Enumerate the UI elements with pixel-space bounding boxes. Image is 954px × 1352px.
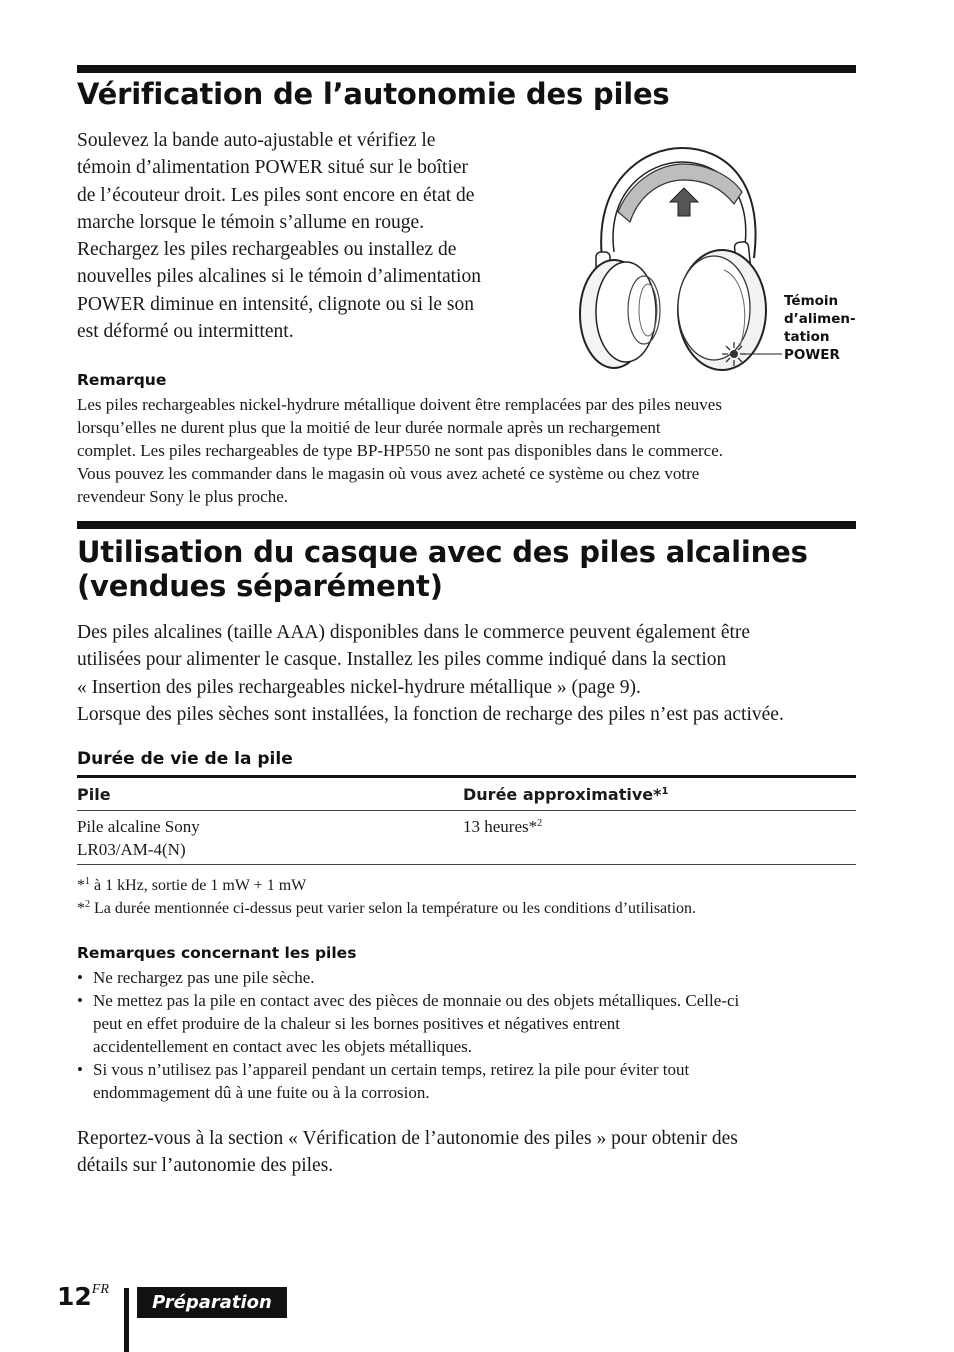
- section-title-alkaline: [77, 535, 808, 603]
- footnote-ref: 2: [537, 818, 543, 829]
- headphones-illustration: [574, 140, 784, 375]
- callout-line: POWER: [784, 347, 840, 363]
- note-line: complet. Les piles rechargeables de type BP-HP550 ne sont pas disponibles dans le commerce.: [77, 441, 723, 460]
- list-line: peut en effet produire de la chaleur si les bornes positives et négatives entrent: [93, 1014, 620, 1033]
- note-line: Vous pouvez les commander dans le magasin où vous avez acheté ce système ou chez votre: [77, 464, 700, 483]
- text-line: Soulevez la bande auto-ajustable et vérifiez le: [77, 130, 436, 151]
- table-rule-bottom: [77, 864, 856, 865]
- callout-line: d’alimen-: [784, 311, 856, 327]
- note-heading: Remarque: [77, 371, 167, 389]
- text-line: Des piles alcalines (taille AAA) disponibles dans le commerce peuvent également être: [77, 622, 751, 643]
- footnote: [77, 899, 696, 919]
- text-line: utilisées pour alimenter le casque. Installez les piles comme indiqué dans la section: [77, 649, 727, 671]
- remarks-list: [77, 966, 857, 1104]
- list-item: [77, 966, 857, 989]
- text-line: « Insertion des piles rechargeables nickel-hydrure métallique » (page 9).: [77, 676, 641, 698]
- text-line: nouvelles piles alcalines si le témoin d’alimentation: [77, 266, 481, 288]
- footnote: [77, 876, 306, 896]
- battery-check-paragraph: [77, 127, 557, 345]
- table-cell-duration: [463, 815, 542, 838]
- section-tab: Préparation: [137, 1287, 287, 1318]
- arrow-up-icon: [670, 188, 698, 216]
- list-line: Ne mettez pas la pile en contact avec des pièces de monnaie ou des objets métalliques. Celle-ci: [93, 991, 740, 1010]
- footnote-text: La durée mentionnée ci-dessus peut varier selon la température ou les conditions d’utilisation.: [90, 900, 697, 917]
- remarks-heading: Remarques concernant les piles: [77, 944, 357, 962]
- text-line: POWER diminue en intensité, clignote ou si le son: [77, 293, 474, 315]
- table-heading: Durée de vie de la pile: [77, 749, 293, 769]
- footnote-sup: 2: [85, 899, 90, 910]
- page-number: [57, 1282, 109, 1311]
- callout-line: Témoin: [784, 293, 839, 309]
- table-cell-pile: [77, 815, 200, 861]
- note-paragraph: [77, 393, 867, 508]
- section-rule-top: [77, 65, 856, 73]
- table-rule-top: [77, 775, 856, 778]
- page-number-value: 12: [57, 1282, 92, 1311]
- title-line: (vendues séparément): [77, 569, 443, 603]
- language-code: FR: [91, 1282, 109, 1297]
- cell-text: 13 heures*: [463, 817, 538, 836]
- footnote-mark: *: [77, 900, 85, 917]
- text-line: est déformé ou intermittent.: [77, 321, 294, 343]
- bullet-mark: •: [77, 1060, 83, 1079]
- list-item: [77, 1058, 857, 1104]
- note-line: revendeur Sony le plus proche.: [77, 487, 289, 506]
- cell-line: LR03/AM-4(N): [77, 840, 186, 859]
- callout-line: tation: [784, 329, 830, 345]
- list-item: [77, 989, 857, 1058]
- text-line: Lorsque des piles sèches sont installées, la fonction de recharge des piles n’est pas activée.: [77, 703, 784, 725]
- header-text: Durée approximative*: [463, 785, 662, 804]
- section-rule-top: [77, 521, 856, 529]
- cell-line: Pile alcaline Sony: [77, 817, 200, 836]
- footnote-mark: *: [77, 877, 85, 894]
- footnote-ref: 1: [661, 786, 669, 797]
- section-title-battery-check: Vérification de l’autonomie des piles: [77, 77, 670, 111]
- text-line: témoin d’alimentation POWER situé sur le boîtier: [77, 157, 469, 179]
- text-line: marche lorsque le témoin s’allume en rouge.: [77, 211, 425, 233]
- text-line: Reportez-vous à la section « Vérification de l’autonomie des piles » pour obtenir des: [77, 1128, 738, 1149]
- note-line: lorsqu’elles ne durent plus que la moitié de leur durée normale après un rechargement: [77, 418, 661, 437]
- alkaline-paragraph: [77, 619, 867, 728]
- table-header-duration: [463, 785, 668, 804]
- title-line: Utilisation du casque avec des piles alcalines: [77, 535, 808, 569]
- bullet-mark: •: [77, 968, 83, 987]
- text-line: de l’écouteur droit. Les piles sont encore en état de: [77, 184, 475, 206]
- list-line: Si vous n’utilisez pas l’appareil pendant un certain temps, retirez la pile pour éviter tout: [93, 1060, 690, 1079]
- list-line: accidentellement en contact avec les objets métalliques.: [93, 1037, 473, 1056]
- list-line: Ne rechargez pas une pile sèche.: [93, 968, 315, 987]
- footer-divider: [124, 1288, 129, 1352]
- table-rule-mid: [77, 810, 856, 811]
- footnote-sup: 1: [85, 876, 90, 887]
- note-line: Les piles rechargeables nickel-hydrure métallique doivent être remplacées par des piles neuves: [77, 395, 722, 414]
- power-indicator-callout: [784, 292, 856, 364]
- footnote-text: à 1 kHz, sortie de 1 mW + 1 mW: [90, 877, 307, 894]
- text-line: Rechargez les piles rechargeables ou installez de: [77, 239, 457, 261]
- bullet-mark: •: [77, 991, 83, 1010]
- text-line: détails sur l’autonomie des piles.: [77, 1155, 334, 1177]
- list-line: endommagement dû à une fuite ou à la corrosion.: [93, 1083, 430, 1102]
- table-header-pile: Pile: [77, 785, 111, 804]
- closing-paragraph: [77, 1125, 867, 1180]
